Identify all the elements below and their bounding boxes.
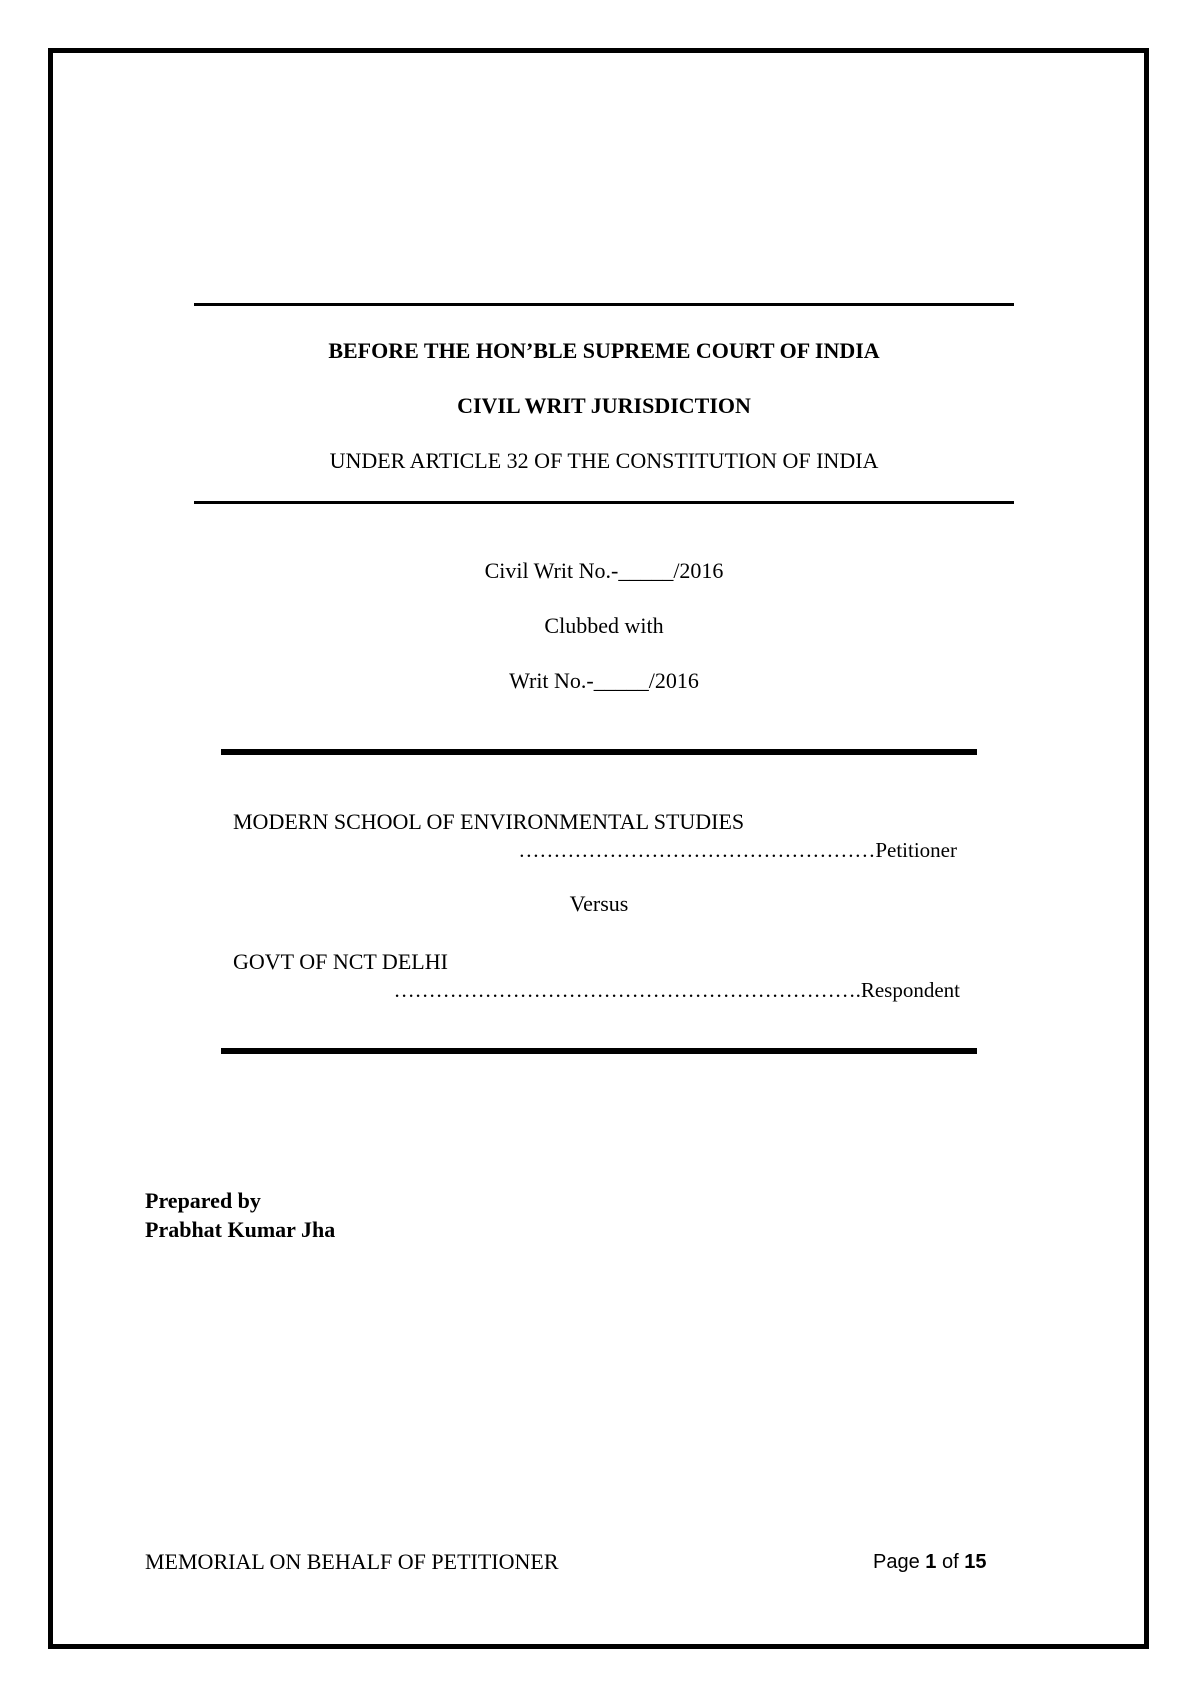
article-heading: UNDER ARTICLE 32 OF THE CONSTITUTION OF INDIA — [329, 448, 879, 473]
prepared-by-label: Prepared by — [145, 1188, 261, 1213]
page-word: Page — [873, 1551, 920, 1573]
header-top-rule — [194, 303, 1014, 306]
versus-text: Versus — [569, 891, 629, 916]
page-current: 1 — [925, 1551, 937, 1573]
clubbed-with-text: Clubbed with — [544, 613, 664, 638]
footer-title: MEMORIAL ON BEHALF OF PETITIONER — [145, 1549, 559, 1574]
court-heading: BEFORE THE HON’BLE SUPREME COURT OF INDIA — [328, 338, 880, 363]
petitioner-role: ……………………………………………Petitioner — [518, 838, 957, 862]
respondent-role: ………………………………………………………….Respondent — [393, 978, 960, 1002]
page-number — [873, 1548, 986, 1576]
jurisdiction-heading: CIVIL WRIT JURISDICTION — [457, 393, 751, 418]
author-name: Prabhat Kumar Jha — [145, 1217, 336, 1242]
petitioner-name: MODERN SCHOOL OF ENVIRONMENTAL STUDIES — [233, 809, 745, 834]
of-word: of — [941, 1551, 959, 1573]
civil-writ-number: Civil Writ No.-_____/2016 — [484, 558, 724, 583]
header-bottom-rule — [194, 501, 1014, 504]
respondent-name: GOVT OF NCT DELHI — [233, 949, 448, 974]
page-total: 15 — [964, 1551, 987, 1573]
writ-number: Writ No.-_____/2016 — [509, 668, 699, 693]
parties-top-rule — [221, 749, 977, 755]
parties-bottom-rule — [221, 1048, 977, 1054]
